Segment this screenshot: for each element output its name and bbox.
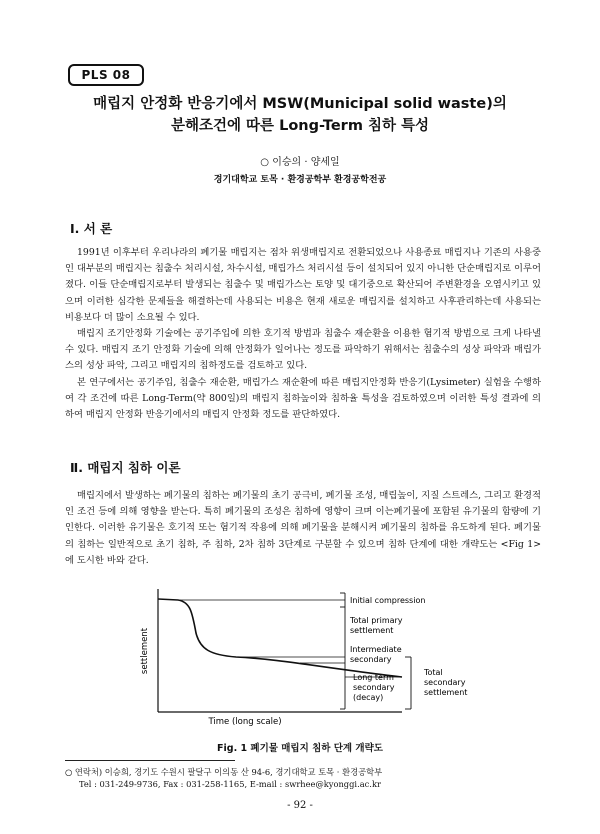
- footnote-contact-details: Tel : 031-249-9736, Fax : 031-258-1165, E-mail : swrhee@kyonggi.ac.kr: [79, 779, 381, 789]
- affiliation: 경기대학교 토목 · 환경공학부 환경공학전공: [213, 175, 387, 185]
- paragraph: 본 연구에서는 공기주입, 침출수 재순환, 매립가스 재순환에 따른 매립지안정화 반응기(Lysimeter) 실험을 수행하여 각 조건에 따른 Long-Term(약 800일)의 매립지 침하높이와 침하율 특성을 검토하였으며 이러한 특성 결과에 의하여 매립지 안정화 반응기에서의 매립지 안정화 정도를 판단하였다.: [65, 376, 541, 421]
- authors: ○ 이승의 · 양세일: [260, 157, 340, 168]
- label-total: Total: [424, 668, 443, 677]
- paragraph: 매립지 조기안정화 기술에는 공기주입에 의한 호기적 방법과 침출수 재순환을 이용한 혐기적 방법으로 크게 나타낼 수 있다. 매립지 조기 안정화 기술에 의해 안정화가 일어나는 정도를 파악하기 위해서는 침출수의 성상 파악과 매립가스의 성상 파악, 그리고 매립지의 침하정도를 검토하고 있다.: [65, 328, 541, 372]
- settlement-curve: [158, 599, 402, 677]
- figure-caption: Fig. 1 폐기물 매립지 침하 단계 개략도: [217, 743, 383, 754]
- paper-title-line1: 매립지 안정화 반응기에서 MSW(Municipal solid waste)의: [93, 96, 507, 112]
- session-badge: PLS 08: [68, 64, 144, 86]
- footnote-divider: [65, 760, 235, 761]
- section-heading-settlement-theory: Ⅱ. 매립지 침하 이론: [70, 460, 181, 475]
- paper-title-line2: 분해조건에 따른 Long-Term 침하 특성: [170, 118, 430, 134]
- introduction-body: [65, 245, 541, 423]
- page-number: - 92 -: [287, 800, 313, 811]
- y-axis-label: settlement: [140, 627, 150, 675]
- label-long-term: Long term: [353, 673, 394, 682]
- label-intermediate-secondary: secondary: [350, 655, 392, 664]
- footnote: [65, 766, 545, 790]
- label-decay: (decay): [353, 693, 384, 702]
- label-long-term-secondary: secondary: [353, 683, 395, 692]
- label-total-secondary: secondary: [424, 678, 466, 687]
- paragraph: 1991년 이후부터 우리나라의 폐기물 매립지는 점차 위생매립지로 전환되었으나 사용종료 매립지나 기존의 사용중인 대부분의 매립지는 침출수 처리시설, 차수시설, 매립가스 처리시설 등이 설치되어 있지 아니한 단순매립지로 이루어졌다. 이들 단순매립지로부터 발생되는 침출수 및 매립가스는 토양 및 대기중으로 확산되어 주변환경을 오염시키고 있으며 이러한 심각한 문제들을 해결하는데 사용되는 비용은 현재 새로운 매립지를 설치하고 사후관리하는데 사용되는 비용보다 더 많이 소요될 수 있다.: [65, 247, 541, 323]
- section-heading-introduction: Ⅰ. 서 론: [70, 221, 113, 236]
- x-axis-label: Time (long scale): [208, 717, 282, 727]
- footnote-contact: ○ 연락처) 이승희, 경기도 수원시 팔달구 이의동 산 94-6, 경기대학교 토목 · 환경공학부: [65, 767, 383, 777]
- settlement-schematic-figure: [140, 585, 480, 730]
- label-primary-settlement: settlement: [350, 626, 394, 635]
- paragraph: 매립지에서 발생하는 폐기물의 침하는 폐기물의 초기 공극비, 폐기물 조성, 매립높이, 지질 스트레스, 그리고 환경적인 조건 등에 의해 영향을 받는다. 특히 폐기물의 조성은 침하에 영향이 크며 이는폐기물에 포함된 유기물의 함량에 기인한다. 이러한 유기물은 호기적 또는 혐기적 작용에 의해 폐기물을 분해시켜 폐기물의 침하를 유도하게 된다. 폐기물의 침하는 일반적으로 초기 침하, 주 침하, 2차 침하 3단계로 구분할 수 있으며 침하 단계에 대한 개략도는 <Fig 1>에 도시한 바와 같다.: [65, 490, 541, 566]
- label-total-primary: Total primary: [350, 616, 403, 625]
- label-intermediate: Intermediate: [350, 645, 402, 654]
- theory-body: [65, 488, 541, 569]
- label-total-settlement: settlement: [424, 688, 468, 697]
- label-initial-compression: Initial compression: [350, 596, 426, 605]
